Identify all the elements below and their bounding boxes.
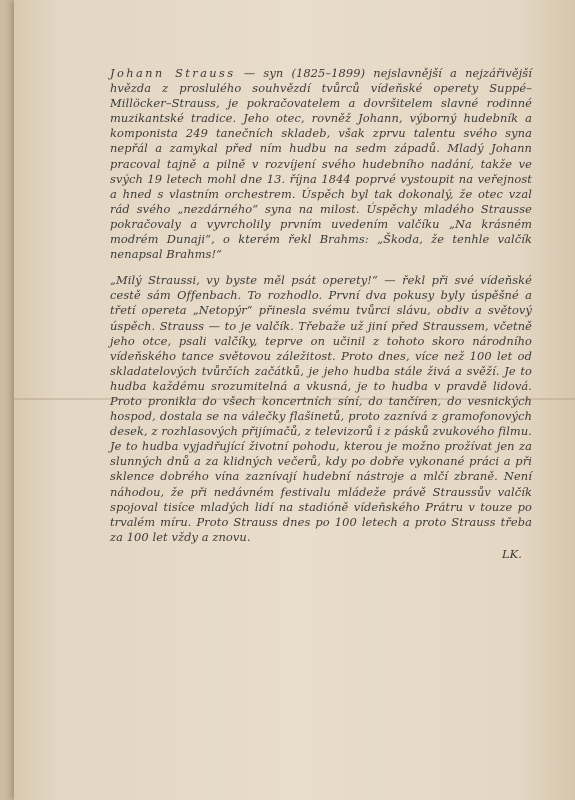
- author-name: Johann Strauss: [110, 66, 236, 80]
- article-body: [110, 66, 532, 562]
- paragraph-1-text: — syn (1825–1899) nejslavnější a nejzářivější hvězda z proslulého souhvězdí tvůrců vídeňské operety Suppé–Millöcker–Strauss, je pokračovatelem a dovršitelem slavné rodinné muzikantské tradice. Jeho otec, rovněž Johann, výborný hudebník a komponista 249 tanečních skladeb, však zprvu talentu svého syna nepřál a zamykal před ním hudbu na sedm západů. Mladý Johann pracoval tajně a pilně v rozvíjení svého hudebního nadání, takže ve svých 19 letech mohl dne 13. října 1844 poprvé vystoupit na veřejnost a hned s vlastním orchestrem. Úspěch byl tak dokonalý, že otec vzal rád svého „nezdárného“ syna na milost. Úspěchy mladého Strausse pokračovaly a vyvrcholily prvním uvedením valčíku „Na krásném modrém Dunaji“, o kterém řekl Brahms: „Škoda, že tenhle valčík nenapsal Brahms!“: [110, 66, 532, 262]
- paragraph-1: [110, 66, 532, 262]
- paper-sheet: [14, 0, 575, 800]
- paragraph-2: „Milý Straussi, vy byste měl psát operety!“ — řekl při své vídeňské cestě sám Offenbach. To rozhodlo. První dva pokusy byly úspěšné a třetí opereta „Netopýr“ přinesla svému tvůrci slávu, obdiv a světový úspěch. Strauss — to je valčík. Třebaže už jiní před Straussem, včetně jeho otce, psali valčíky, teprve on učinil z tohoto skoro národního vídeňského tance světovou záležitost. Proto dnes, více než 100 let od skladatelových tvůrčích začátků, je jeho hudba stále živá a svěží. Je to hudba každému srozumitelná a vkusná, je to hudba v pravdě lidová. Proto pronikla do všech koncertních síní, do tančíren, do vesnických hospod, dostala se na válečky flašinetů, proto zaznívá z gramofonových desek, z rozhlasových přijímačů, z televizorů i z pásků zvukového filmu. Je to hudba vyjadřující životní pohodu, kterou je možno prožívat jen za slunných dnů a za klidných večerů, kdy po dobře vykonané práci a při sklence dobrého vína zaznívají hudební nástroje a mlčí zbraně. Není náhodou, že při nedávném festivalu mládeže právě Straussův valčík spojoval tisíce mladých lidí na stadióně vídeňského Prátru v touze po trvalém míru. Proto Strauss dnes po 100 letech a proto Strauss třeba za 100 let vždy a znovu.: [110, 273, 532, 544]
- signature: LK.: [502, 546, 522, 561]
